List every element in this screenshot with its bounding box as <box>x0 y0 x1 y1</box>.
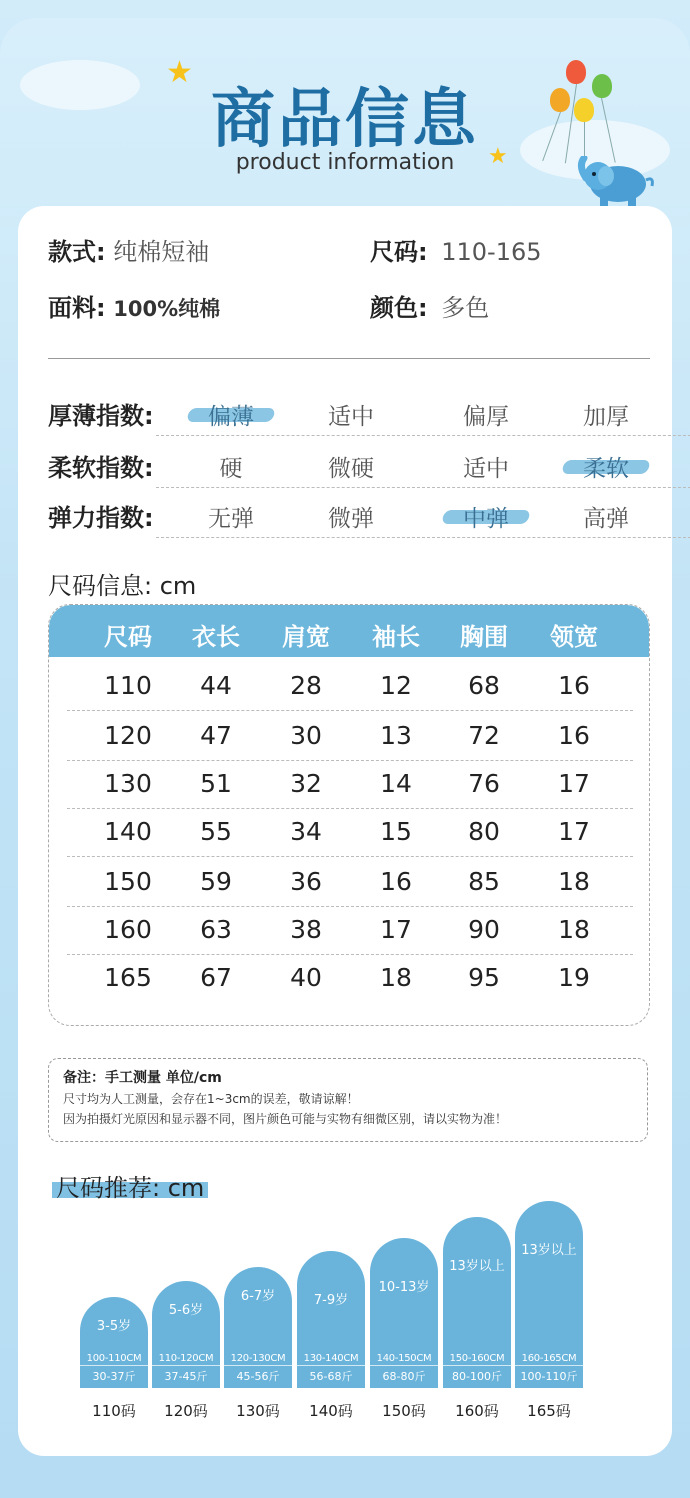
table-header-cell: 衣长 <box>192 623 240 651</box>
table-header-cell: 尺码 <box>104 623 152 651</box>
index-option-selected: 中弹 <box>441 500 531 533</box>
note-text: 因为拍摄灯光原因和显示器不同，图片颜色可能与实物有细微区别，请以实物为准！ <box>63 1112 508 1126</box>
table-header <box>49 605 649 657</box>
table-cell: 85 <box>468 867 500 896</box>
index-option: 高弹 <box>583 506 629 532</box>
size-recommend-bar <box>515 1201 583 1388</box>
size-label: 160码 <box>455 1402 499 1420</box>
index-option: 硬 <box>219 456 243 482</box>
weight-label: 37-45斤 <box>164 1370 208 1383</box>
size-label: 120码 <box>164 1402 208 1420</box>
size-recommend-bar <box>80 1297 148 1388</box>
bar-divider <box>443 1365 511 1366</box>
index-option: 适中 <box>328 404 374 430</box>
index-option-selected: 柔软 <box>561 450 651 483</box>
table-cell: 28 <box>290 671 322 700</box>
table-cell: 110 <box>104 671 152 700</box>
index-option: 微硬 <box>328 456 374 482</box>
weight-label: 45-56斤 <box>236 1370 280 1383</box>
weight-label: 56-68斤 <box>309 1370 353 1383</box>
height-label: 120-130CM <box>230 1353 286 1364</box>
table-cell: 13 <box>380 721 412 750</box>
size-label: 140码 <box>309 1402 353 1420</box>
index-row <box>48 448 650 492</box>
table-row <box>67 955 633 1003</box>
weight-label: 68-80斤 <box>382 1370 426 1383</box>
size-label: 130码 <box>236 1402 280 1420</box>
bar-divider <box>297 1365 365 1366</box>
index-option-selected: 偏薄 <box>186 398 276 431</box>
bar-divider <box>152 1365 220 1366</box>
table-cell: 90 <box>468 915 500 944</box>
note-box <box>48 1058 648 1142</box>
table-cell: 36 <box>290 867 322 896</box>
index-row <box>48 396 650 440</box>
divider <box>48 358 650 359</box>
note-text: 尺寸均为人工测量，会存在1~3cm的误差，敬请谅解！ <box>63 1092 359 1106</box>
table-cell: 14 <box>380 769 412 798</box>
bar-divider <box>515 1365 583 1366</box>
fabric-info: 面料: 100%纯棉 <box>48 294 221 322</box>
size-recommend-bar <box>370 1238 438 1388</box>
height-label: 110-120CM <box>158 1353 214 1364</box>
table-cell: 12 <box>380 671 412 700</box>
table-row <box>67 663 633 711</box>
table-cell: 76 <box>468 769 500 798</box>
index-options <box>156 396 690 436</box>
style-info: 款式: 纯棉短袖 <box>48 238 210 266</box>
table-cell: 18 <box>380 963 412 992</box>
index-row <box>48 498 650 542</box>
size-label: 110码 <box>92 1402 136 1420</box>
size-info-title: 尺码信息: cm <box>48 572 197 600</box>
table-cell: 160 <box>104 915 152 944</box>
size-recommend-bar <box>152 1281 220 1388</box>
size-range-info: 尺码: 110-165 <box>370 238 542 266</box>
height-label: 130-140CM <box>303 1353 359 1364</box>
table-cell: 16 <box>380 867 412 896</box>
color-info: 颜色: 多色 <box>370 294 490 322</box>
table-cell: 72 <box>468 721 500 750</box>
index-option: 适中 <box>463 456 509 482</box>
table-header-cell: 胸围 <box>460 623 508 651</box>
table-cell: 47 <box>200 721 232 750</box>
age-label: 3-5岁 <box>96 1319 132 1334</box>
table-cell: 18 <box>558 915 590 944</box>
table-cell: 80 <box>468 817 500 846</box>
age-label: 13岁以上 <box>449 1259 505 1274</box>
index-option: 偏厚 <box>463 404 509 430</box>
table-cell: 55 <box>200 817 232 846</box>
recommend-title: 尺码推荐: cm <box>56 1168 204 1203</box>
table-cell: 63 <box>200 915 232 944</box>
elephant-icon <box>572 156 656 206</box>
age-label: 5-6岁 <box>168 1303 204 1318</box>
height-label: 100-110CM <box>86 1353 142 1364</box>
table-cell: 59 <box>200 867 232 896</box>
table-cell: 34 <box>290 817 322 846</box>
bar-divider <box>370 1365 438 1366</box>
table-cell: 51 <box>200 769 232 798</box>
age-label: 13岁以上 <box>521 1243 577 1258</box>
star-icon: ★ <box>488 144 508 169</box>
table-header-cell: 袖长 <box>372 623 420 651</box>
bar-divider <box>224 1365 292 1366</box>
table-cell: 40 <box>290 963 322 992</box>
size-recommend-bar <box>443 1217 511 1388</box>
table-row <box>67 859 633 907</box>
index-option: 加厚 <box>583 404 629 430</box>
table-cell: 19 <box>558 963 590 992</box>
index-label: 柔软指数: <box>48 454 154 482</box>
table-cell: 38 <box>290 915 322 944</box>
age-label: 10-13岁 <box>378 1280 430 1295</box>
weight-label: 30-37斤 <box>92 1370 136 1383</box>
size-recommend-bar <box>224 1267 292 1388</box>
height-label: 140-150CM <box>376 1353 432 1364</box>
index-options <box>156 498 690 538</box>
note-title: 备注：手工测量 单位/cm <box>63 1070 222 1086</box>
table-cell: 16 <box>558 721 590 750</box>
size-table <box>48 604 650 1026</box>
index-option: 无弹 <box>208 506 254 532</box>
table-header-cell: 肩宽 <box>282 623 330 651</box>
table-cell: 165 <box>104 963 152 992</box>
weight-label: 100-110斤 <box>520 1370 578 1383</box>
table-cell: 67 <box>200 963 232 992</box>
table-row <box>67 907 633 955</box>
table-cell: 17 <box>380 915 412 944</box>
page-title: 商品信息 <box>211 83 479 157</box>
table-row <box>67 809 633 857</box>
size-label: 165码 <box>527 1402 571 1420</box>
size-recommend-bar <box>297 1251 365 1388</box>
table-cell: 32 <box>290 769 322 798</box>
index-option: 微弹 <box>328 506 374 532</box>
table-header-cell: 领宽 <box>550 623 598 651</box>
bar-divider <box>80 1365 148 1366</box>
size-label: 150码 <box>382 1402 426 1420</box>
index-label: 厚薄指数: <box>48 402 154 430</box>
index-options <box>156 448 690 488</box>
table-cell: 44 <box>200 671 232 700</box>
table-cell: 17 <box>558 769 590 798</box>
index-label: 弹力指数: <box>48 504 154 532</box>
table-cell: 95 <box>468 963 500 992</box>
weight-label: 80-100斤 <box>452 1370 502 1383</box>
table-cell: 130 <box>104 769 152 798</box>
table-cell: 68 <box>468 671 500 700</box>
height-label: 160-165CM <box>521 1353 577 1364</box>
star-icon: ★ <box>166 55 193 90</box>
table-cell: 15 <box>380 817 412 846</box>
table-cell: 18 <box>558 867 590 896</box>
table-cell: 140 <box>104 817 152 846</box>
age-label: 6-7岁 <box>240 1289 276 1304</box>
table-row <box>67 713 633 761</box>
table-cell: 120 <box>104 721 152 750</box>
page-subtitle: product information <box>235 150 455 175</box>
age-label: 7-9岁 <box>313 1293 349 1308</box>
height-label: 150-160CM <box>449 1353 505 1364</box>
table-row <box>67 761 633 809</box>
table-cell: 16 <box>558 671 590 700</box>
table-cell: 17 <box>558 817 590 846</box>
table-cell: 30 <box>290 721 322 750</box>
table-cell: 150 <box>104 867 152 896</box>
